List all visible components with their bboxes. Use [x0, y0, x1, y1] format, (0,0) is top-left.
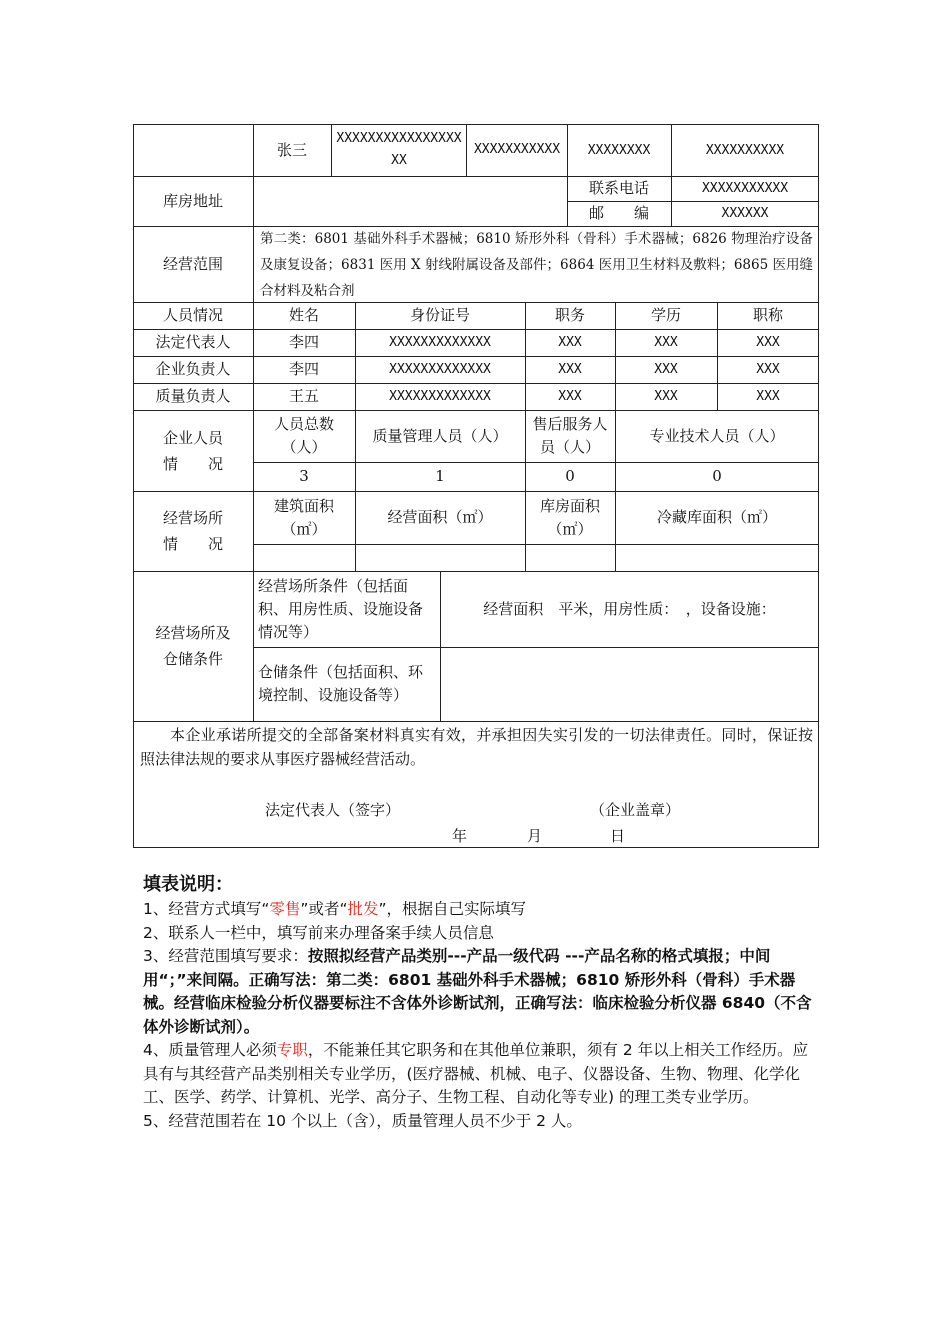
personnel-header-title: 职称 [752, 306, 783, 324]
table-row-name: 李四 [288, 360, 319, 378]
storage-conditions-question: 仓储条件（包括面积、环境控制、设施设备等） [258, 663, 424, 704]
contact-id: XXXXXXXXXXXXXXXXXX [336, 131, 462, 168]
filling-instructions [143, 872, 823, 1133]
personnel-header-post: 职务 [554, 306, 585, 324]
retail-keyword: 零售 [269, 900, 301, 918]
table-row-role: 法定代表人 [155, 333, 231, 351]
cold-storage-area-header: 冷藏库面积（㎡） [656, 508, 777, 526]
row-line [133, 721, 819, 722]
instruction-3 [143, 945, 823, 1039]
phone-value: XXXXXXXXXXX [701, 181, 789, 196]
instruction-3-b: 按照拟经营产品类别---产品一级代码 ---产品名称的格式填报；中间用“；”来间隔。正确写法：第二类：6801 基础外科手术器械；6810 矫形外科（骨科）手术器械。经营临床检验分析仪器要标注不含体外诊断试剂，正确写法：临床检验分析仪器 6840（不含体外诊断试剂）。 [143, 947, 812, 1036]
instruction-1-c: ”或者“ [300, 900, 348, 918]
instruction-2: 2、联系人一栏中，填写前来办理备案手续人员信息 [143, 923, 494, 942]
pledge-text: 本企业承诺所提交的全部备案材料真实有效，并承担因失实引发的一切法律责任。同时，保证按照法律法规的要求从事医疗器械经营活动。 [140, 726, 813, 768]
business-scope-text: 第二类：6801 基础外科手术器械；6810 矫形外科（骨科）手术器械；6826 物理治疗设备及康复设备；6831 医用 X 射线附属设备及部件；6864 医用卫生材料及敷料；6865 医用缝合材料及粘合剂 [260, 231, 813, 299]
instructions-title: 填表说明： [143, 874, 233, 895]
instruction-4-c: ，不能兼任其它职务和在其他单位兼职，须有 2 年以上相关工作经历。应具有与其经营产品类别相关专业学历，(医疗器械、机械、电子、仪器设备、生物、物理、化学化工、医学、药学、计算机、光学、高分子、生物工程、自动化等专业) 的理工类专业学历。 [143, 1041, 809, 1106]
table-row-role: 企业负责人 [155, 360, 231, 378]
instruction-4 [143, 1039, 823, 1110]
premises-conditions-question: 经营场所条件（包括面积、用房性质、设施设备情况等） [258, 576, 424, 641]
company-seal: （企业盖章） [590, 801, 681, 819]
staff-quality-header: 质量管理人员（人） [372, 426, 508, 445]
full-time-keyword: 专职 [276, 1041, 308, 1059]
storage-label [133, 571, 253, 721]
table-row-id: XXXXXXXXXXXXX [389, 362, 491, 377]
table-row-edu: XXX [654, 335, 678, 350]
staff-total-value: 3 [299, 467, 309, 485]
staff-aftersales-value: 0 [565, 467, 575, 485]
table-row-title: XXX [756, 335, 780, 350]
storage-conditions-answer[interactable] [440, 647, 819, 721]
table-row-name: 李四 [288, 333, 319, 351]
instruction-5: 5、经营范围若在 10 个以上（含），质量管理人员不少于 2 人。 [143, 1111, 582, 1130]
staff-aftersales-header: 售后服务人员（人） [532, 415, 608, 456]
staff-label [133, 410, 253, 491]
staff-total-header: 人员总数（人） [273, 415, 334, 456]
building-area-header: 建筑面积（㎡） [273, 496, 334, 538]
table-row-id: XXXXXXXXXXXXX [389, 389, 491, 404]
legal-rep-signature: 法定代表人（签字） [265, 801, 401, 819]
date-month: 月 [527, 827, 543, 845]
premises-label-line1: 经营场所 [162, 509, 223, 527]
staff-technical-header: 专业技术人员（人） [649, 426, 785, 445]
phone-label: 联系电话 [588, 179, 649, 197]
instruction-3-a: 3、经营范围填写要求： [143, 947, 308, 965]
wholesale-keyword: 批发 [347, 900, 379, 918]
table-row-edu: XXX [654, 389, 678, 404]
business-scope-label: 经营范围 [162, 254, 223, 273]
contact-field-4: XXXXXXXX [587, 142, 651, 158]
premises-conditions-answer[interactable]: 经营面积 平米，用房性质： ，设备设施： [483, 599, 776, 618]
personnel-header-edu: 学历 [650, 306, 681, 324]
personnel-header-name: 姓名 [288, 306, 319, 324]
table-row-post: XXX [558, 362, 582, 377]
zip-label: 邮 编 [588, 204, 649, 222]
warehouse-address-value[interactable] [253, 176, 567, 226]
storage-label-line1: 经营场所及 [155, 624, 231, 642]
personnel-header-id: 身份证号 [409, 306, 470, 324]
zip-value: XXXXXX [721, 206, 769, 221]
table-row-name: 王五 [288, 387, 319, 405]
contact-field-3: XXXXXXXXXXX [473, 142, 561, 157]
col-line [331, 124, 332, 176]
instruction-1 [143, 898, 823, 922]
date-day: 日 [610, 827, 626, 845]
contact-field-5: XXXXXXXXXX [705, 142, 785, 158]
table-row-role: 质量负责人 [155, 387, 231, 405]
warehouse-area-header: 库房面积（㎡） [539, 496, 600, 538]
staff-label-line1: 企业人员 [162, 428, 223, 447]
col-line [466, 124, 467, 176]
storage-label-line2: 仓储条件 [162, 650, 223, 668]
premises-label [133, 491, 253, 571]
table-row-post: XXX [558, 389, 582, 404]
table-row-title: XXX [756, 362, 780, 377]
table-row-title: XXX [756, 389, 780, 404]
premises-label-line2: 情 况 [162, 535, 223, 553]
warehouse-address-label: 库房地址 [162, 191, 223, 210]
contact-name: 张三 [276, 140, 307, 159]
instruction-1-e: ”，根据自己实际填写 [378, 900, 527, 918]
staff-technical-value: 0 [712, 467, 722, 485]
business-area-header: 经营面积（㎡） [387, 508, 493, 526]
staff-label-line2: 情 况 [162, 454, 223, 473]
personnel-header-role: 人员情况 [162, 306, 223, 324]
staff-quality-value: 1 [435, 467, 445, 485]
table-row-post: XXX [558, 335, 582, 350]
instruction-4-a: 4、质量管理人必须 [143, 1041, 277, 1059]
table-row-id: XXXXXXXXXXXXX [389, 335, 491, 350]
table-row-edu: XXX [654, 362, 678, 377]
row-line [253, 544, 819, 545]
instruction-1-a: 1、经营方式填写“ [143, 900, 270, 918]
date-year: 年 [452, 827, 468, 845]
